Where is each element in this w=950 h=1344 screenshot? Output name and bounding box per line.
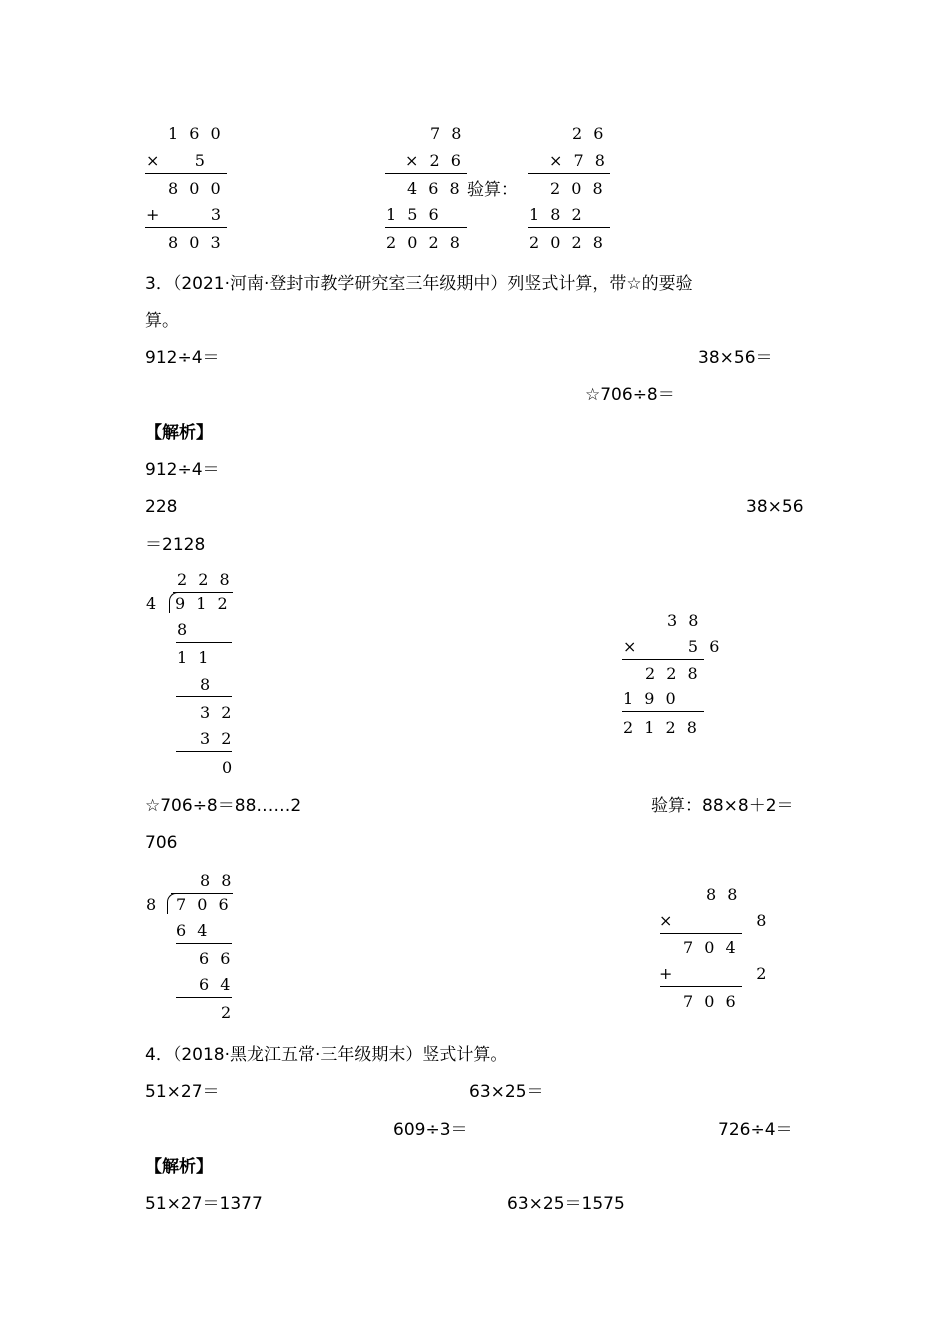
- step-line: [176, 997, 232, 998]
- calc-line: [145, 227, 227, 228]
- divisor: 4: [146, 594, 160, 613]
- calc-row: 2 6: [572, 124, 607, 143]
- step-line: [176, 751, 232, 752]
- calc-row: 3 8: [667, 611, 702, 630]
- calc-line: [385, 227, 467, 228]
- calc-line: [528, 227, 610, 228]
- step: 8: [177, 620, 191, 639]
- calc-line: [660, 986, 742, 987]
- calc-row: × 5 6: [623, 637, 723, 656]
- answer-text: 38×56: [746, 497, 804, 517]
- calc-row: 2 0 2 8: [386, 233, 463, 252]
- calc-row: + 3: [146, 205, 225, 224]
- step: 0: [222, 758, 236, 777]
- calc-row: 7 8: [430, 124, 465, 143]
- answer-text: ＝2128: [145, 535, 206, 555]
- step: 3 2: [200, 703, 235, 722]
- check-label: 验算：: [467, 180, 518, 200]
- calc-row: 8 0 3: [168, 233, 224, 252]
- problem: 63×25＝: [469, 1082, 544, 1102]
- calc-row: + 2: [659, 964, 770, 983]
- calc-row: 7 0 6: [683, 992, 739, 1011]
- calc-row: 2 0 2 8: [529, 233, 606, 252]
- quotient: 8 8: [200, 871, 235, 890]
- calc-row: 2 1 2 8: [623, 718, 700, 737]
- calc-line: [622, 711, 704, 712]
- division-bracket: [167, 893, 176, 914]
- calc-row: 1 6 0: [168, 124, 224, 143]
- step: 6 4: [199, 975, 234, 994]
- answer-text: 706: [145, 833, 178, 853]
- answer-text: 验算：88×8＋2＝: [651, 796, 794, 816]
- calc-line: [528, 173, 610, 174]
- answer-text: 228: [145, 497, 178, 517]
- divisor: 8: [146, 895, 160, 914]
- dividend: 7 0 6: [176, 895, 232, 914]
- step-line: [176, 696, 232, 697]
- calc-row: 8 0 0: [168, 179, 224, 198]
- division-bar: [173, 592, 233, 593]
- calc-line: [145, 173, 227, 174]
- calc-row: × 2 6: [405, 151, 464, 170]
- calc-row: 1 5 6: [386, 205, 442, 224]
- problem: 912÷4＝: [145, 348, 220, 368]
- calc-row: × 5: [146, 151, 208, 170]
- calc-row: 8 8: [706, 885, 741, 904]
- calc-row: 1 8 2: [529, 205, 585, 224]
- step-line: [176, 943, 232, 944]
- problem: ☆706÷8＝: [585, 385, 675, 405]
- step: 6 6: [199, 949, 234, 968]
- problem: 609÷3＝: [393, 1120, 468, 1140]
- division-bar: [171, 893, 233, 894]
- answer-text: 51×27＝1377: [145, 1194, 263, 1214]
- step: 3 2: [200, 729, 235, 748]
- calc-row: 2 2 8: [645, 664, 701, 683]
- step: 2: [221, 1003, 235, 1022]
- calc-row: 7 0 4: [683, 938, 739, 957]
- answer-text: 912÷4＝: [145, 460, 220, 480]
- calc-row: × 7 8: [549, 151, 608, 170]
- step-line: [176, 642, 232, 643]
- answer-text: ☆706÷8＝88……2: [145, 796, 302, 816]
- step: 6 4: [176, 921, 211, 940]
- analysis-label: 【解析】: [145, 423, 213, 443]
- calc-row: × 8: [659, 911, 770, 930]
- problem: 38×56＝: [698, 348, 773, 368]
- analysis-label: 【解析】: [145, 1157, 213, 1177]
- step: 8: [200, 675, 214, 694]
- problem: 51×27＝: [145, 1082, 220, 1102]
- dividend: 9 1 2: [175, 594, 231, 613]
- calc-row: 1 9 0: [623, 689, 679, 708]
- calc-line: [385, 173, 467, 174]
- answer-text: 63×25＝1575: [507, 1194, 625, 1214]
- quotient: 2 2 8: [177, 570, 233, 589]
- question-3-title-cont: 算。: [145, 311, 179, 331]
- question-4-title: 4．（2018·黑龙江五常·三年级期末）竖式计算。: [145, 1045, 508, 1065]
- calc-row: 2 0 8: [550, 179, 606, 198]
- calc-line: [660, 933, 742, 934]
- step: 1 1: [177, 648, 212, 667]
- problem: 726÷4＝: [718, 1120, 793, 1140]
- calc-row: 4 6 8: [407, 179, 463, 198]
- question-3-title: 3．（2021·河南·登封市教学研究室三年级期中）列竖式计算，带☆的要验: [145, 274, 693, 294]
- calc-line: [622, 659, 704, 660]
